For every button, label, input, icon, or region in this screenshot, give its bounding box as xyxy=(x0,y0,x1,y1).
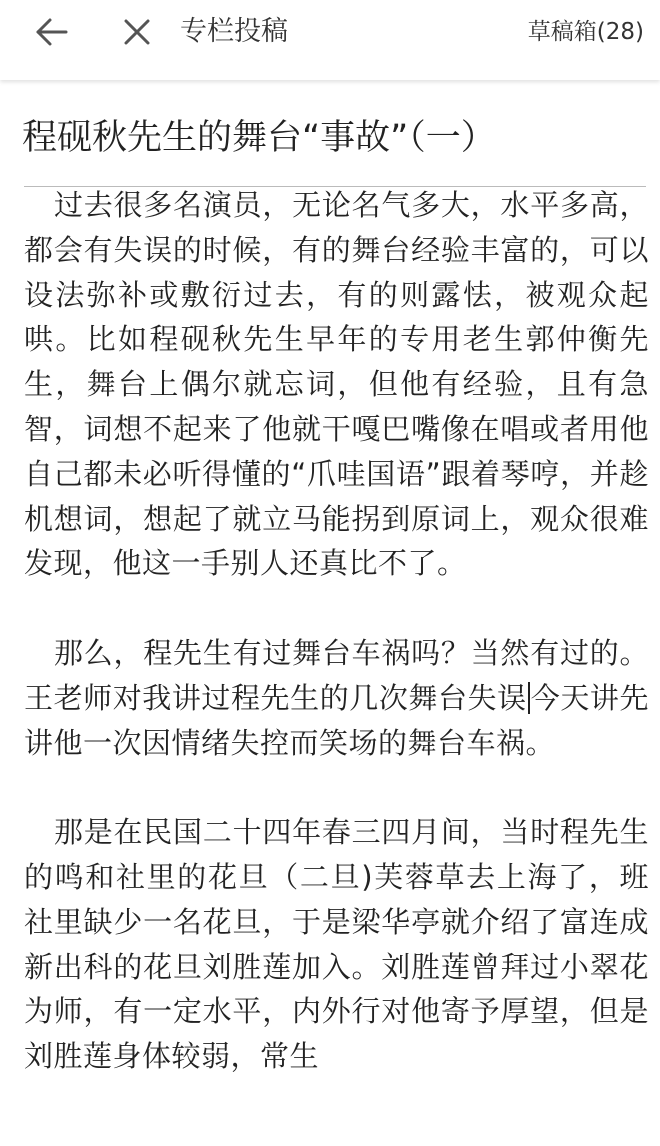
close-icon xyxy=(123,18,151,46)
arrow-left-icon xyxy=(35,17,69,47)
back-button[interactable] xyxy=(22,10,82,54)
body-paragraph: 那是在民国二十四年春三四月间，当时程先生的鸣和社里的花旦（二旦)芙蓉草去上海了，班社里缺少一名花旦，于是梁华亭就介绍了富连成新出科的花旦刘胜莲加入。刘胜莲曾拜过小翠花为师，有一定水平，内外行对他寄予厚望，但是刘胜莲身体较弱，常生 xyxy=(24,815,649,1074)
page-title: 专栏投稿 xyxy=(180,16,288,47)
article-body-editor[interactable] xyxy=(24,183,649,1124)
text-cursor xyxy=(528,682,530,714)
body-paragraph: 那么，程先生有过舞台车祸吗？当然有过的。王老师对我讲过程先生的几次舞台失误 今天讲先讲他一次因情绪失控而笑场的舞台车祸。 xyxy=(24,635,649,760)
drafts-button[interactable]: 草稿箱(28) xyxy=(527,19,644,45)
top-bar xyxy=(0,0,660,80)
body-paragraph: 过去很多名演员，无论名气多大，水平多高，都会有失误的时候，有的舞台经验丰富的，可以设法弥补或敷衍过去，有的则露怯，被观众起哄。比如程砚秋先生早年的专用老生郭仲衡先生，舞台上偶尔就忘词，但他有经验，且有急智，词想不起来了他就干嘎巴嘴像在唱或者用他自己都未必听得懂的“爪哇国语”跟着琴哼，并趁机想词，想起了就立马能拐到原词上，观众很难发现，他这一手别人还真比不了。 xyxy=(24,188,649,581)
article-title-field[interactable]: 程砚秋先生的舞台“事故”（一） xyxy=(22,118,496,158)
close-button[interactable] xyxy=(110,10,164,54)
